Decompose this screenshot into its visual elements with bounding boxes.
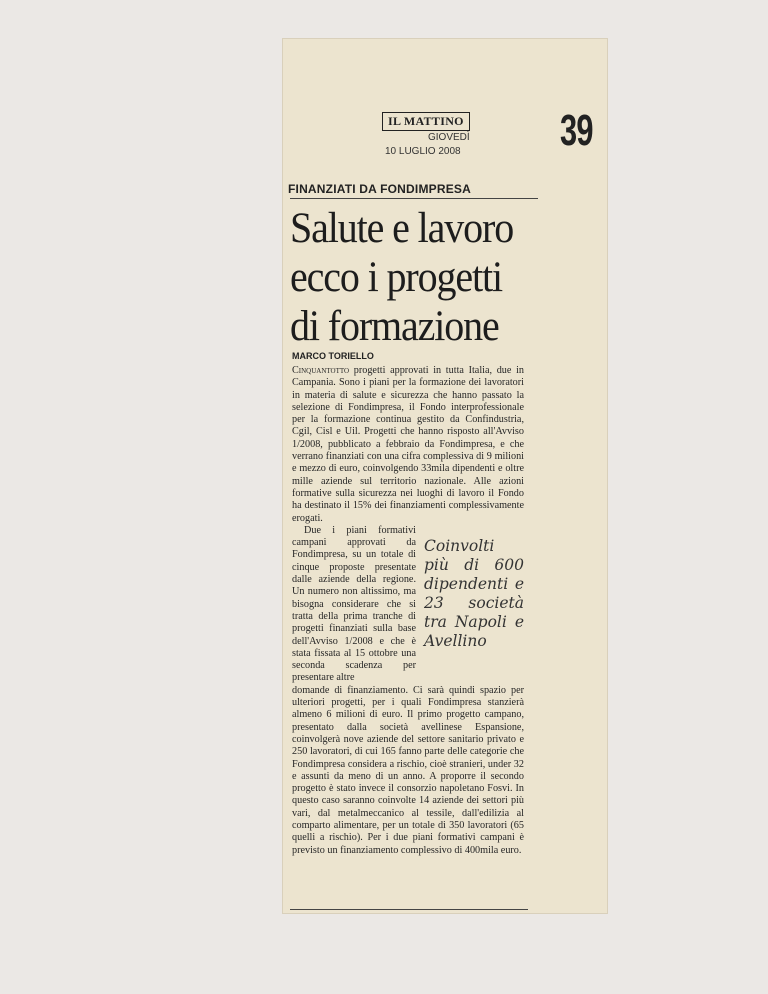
kicker-divider [290,198,538,199]
pull-quote: Coinvolti più di 600 dipendenti e 23 società tra Napoli e Avellino [424,536,524,650]
paragraph-2-rest: domande di finanziamento. Ci sarà quindi spazio per ulteriori progetti, per i quali Fondimpresa stanzierà almeno 6 milioni di euro. Il primo progetto campano, presentato dalla società avellinese Espansione, coinvolgerà nove aziende del settore sanitario privato e 250 lavoratori, di cui 165 fanno parte delle categorie che Fondimpresa considera a rischio, cioè stranieri, under 32 e assunti da meno di un anno. A proporre il secondo progetto è stato invece il consorzio napoletano Fosvi. In questo caso saranno coinvolte 14 aziende dei settori più vari, dal metalmeccanico al tessile, dall'edilizia al comparto alimentare, per un totale di 350 lavoratori (65 quelli a rischio). Per i due piani formativi campani è previsto un finanziamento complessivo di 400mila euro. [292,684,524,856]
newspaper-name: IL MATTINO [382,112,470,131]
lead-word: Cinquantotto [292,365,350,376]
newspaper-clipping [282,38,608,914]
masthead [382,106,602,172]
page-number: 39 [560,106,593,155]
article-kicker: FINANZIATI DA FONDIMPRESA [288,182,475,196]
publication-day: GIOVEDÌ [428,132,470,143]
paragraph-2-intro: Due i piani formativi campani approvati da Fondimpresa, su un totale di cinque proposte presentate dalle aziende della regione. Un numero non altissimo, ma bisogna considerare che si tratta della prima tranche di progetti finanziati sulla base dell'Avviso 1/2008 e che è stata fissata al 15 ottobre una seconda scadenza per presentare altre [292,524,416,684]
headline-line: ecco i progetti [290,254,502,301]
bottom-divider [290,909,528,910]
headline-line: Salute e lavoro [290,205,514,252]
article-byline: MARCO TORIELLO [292,351,374,361]
article-headline [290,204,550,351]
headline-line: di formazione [290,303,499,350]
publication-date: 10 LUGLIO 2008 [385,146,461,157]
article-body [292,365,524,857]
body-with-pullquote [292,525,524,685]
paragraph-1: Cinquantotto progetti approvati in tutta Italia, due in Campania. Sono i piani per la formazione dei lavoratori in materia di salute e sicurezza che hanno passato la selezione di Fondimpresa, il Fondo interprofessionale per la formazione continua gestito da Confindustria, Cgil, Cisl e Uil. Progetti che hanno risposto all'Avviso 1/2008, pubblicato a febbraio da Fondimpresa, e che verrano finanziati con una cifra complessiva di 9 milioni e mezzo di euro, coinvolgendo 33mila dipendenti e oltre mille aziende sul territorio nazionale. Alle azioni formative sulla sicurezza nei luoghi di lavoro il Fondo ha destinato il 15% dei finanziamenti complessivamente erogati. [292,365,524,524]
